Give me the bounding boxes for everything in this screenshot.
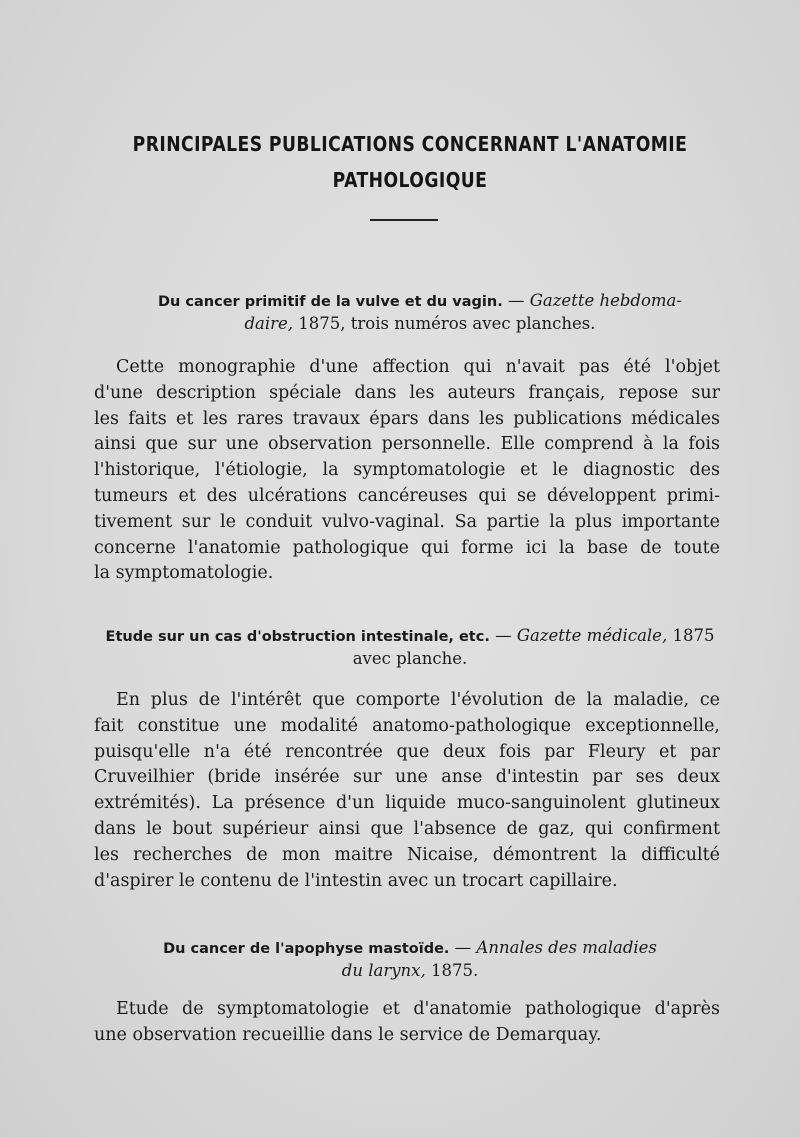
dash: —: [489, 626, 517, 645]
paragraph-line: d'une description spéciale dans les auteurs français, repose sur: [94, 382, 720, 403]
paragraph-line: la symptomatologie.: [94, 563, 274, 584]
publication-title: Du cancer de l'apophyse mastoïde.: [163, 941, 450, 957]
publication-title: Etude sur un cas d'obstruction intestinale, etc.: [105, 629, 490, 645]
title-divider: [370, 219, 438, 221]
paragraph-line: Cette monographie d'une affection qui n'avait pas été l'objet: [116, 357, 720, 377]
paragraph-line: extrémités). La présence d'un liquide muco-sanguinolent glutineux: [94, 793, 720, 814]
publication-heading-1-line-2: [100, 313, 740, 335]
paragraph-line: les faits et les rares travaux épars dans les publications médicales: [94, 408, 720, 429]
paragraph-line: d'aspirer le contenu de l'intestin avec un trocart capillaire.: [94, 870, 618, 891]
page-title-line-1: PRINCIPALES PUBLICATIONS CONCERNANT L'ANATOMIE: [132, 132, 688, 156]
paragraph-line: tumeurs et des ulcérations cancéreuses qui se développent primi-: [94, 485, 720, 506]
dash: —: [449, 938, 477, 957]
publication-source: Gazette hebdoma-: [529, 291, 682, 310]
publication-source: du larynx,: [341, 961, 426, 980]
paragraph-line: puisqu'elle n'a été rencontrée que deux fois par Fleury et par: [94, 741, 720, 762]
paragraph-line: une observation recueillie dans le service de Demarquay.: [94, 1024, 602, 1045]
paragraph-line: Cruveilhier (bride insérée sur une anse d'intestin par ses deux: [94, 767, 720, 788]
paragraph-line: En plus de l'intérêt que comporte l'évolution de la maladie, ce: [116, 690, 720, 710]
paragraph-line: tivement sur le conduit vulvo-vaginal. Sa partie la plus importante: [94, 511, 720, 532]
paragraph-line: les recherches de mon maitre Nicaise, démontrent la difficulté: [94, 844, 720, 865]
paragraph-line: Etude de symptomatologie et d'anatomie pathologique d'après: [116, 999, 720, 1019]
publication-heading-3: [90, 937, 730, 960]
paragraph-line: ainsi que sur une observation personnelle. Elle comprend à la fois: [94, 434, 720, 455]
publication-details: avec planche.: [352, 649, 468, 668]
publication-details: 1875, trois numéros avec planches.: [293, 314, 596, 333]
publication-heading-3-line-2: [90, 960, 730, 982]
paragraph-line: dans le bout supérieur ainsi que l'absence de gaz, qui confirment: [94, 818, 720, 839]
publication-heading-1: [100, 290, 740, 313]
dash: —: [502, 291, 530, 310]
page-title-line-2: PATHOLOGIQUE: [332, 168, 488, 192]
publication-heading-2: [90, 625, 730, 648]
publication-summary-1: [94, 355, 720, 587]
publication-summary-3: [94, 997, 720, 1049]
publication-title: Du cancer primitif de la vulve et du vagin.: [158, 294, 503, 310]
publication-details: 1875.: [425, 961, 479, 980]
publication-summary-2: [94, 688, 720, 894]
publication-heading-2-line-2: [90, 648, 730, 670]
paragraph-line: fait constitue une modalité anatomo-pathologique exceptionnelle,: [94, 715, 720, 736]
publication-source: Gazette médicale,: [516, 626, 668, 645]
paragraph-line: concerne l'anatomie pathologique qui forme ici la base de toute: [94, 537, 720, 558]
publication-source: daire,: [244, 314, 294, 333]
publication-source: Annales des maladies: [476, 938, 657, 957]
paragraph-line: l'historique, l'étiologie, la symptomatologie et le diagnostic des: [94, 460, 720, 481]
publication-details: 1875: [667, 626, 715, 645]
